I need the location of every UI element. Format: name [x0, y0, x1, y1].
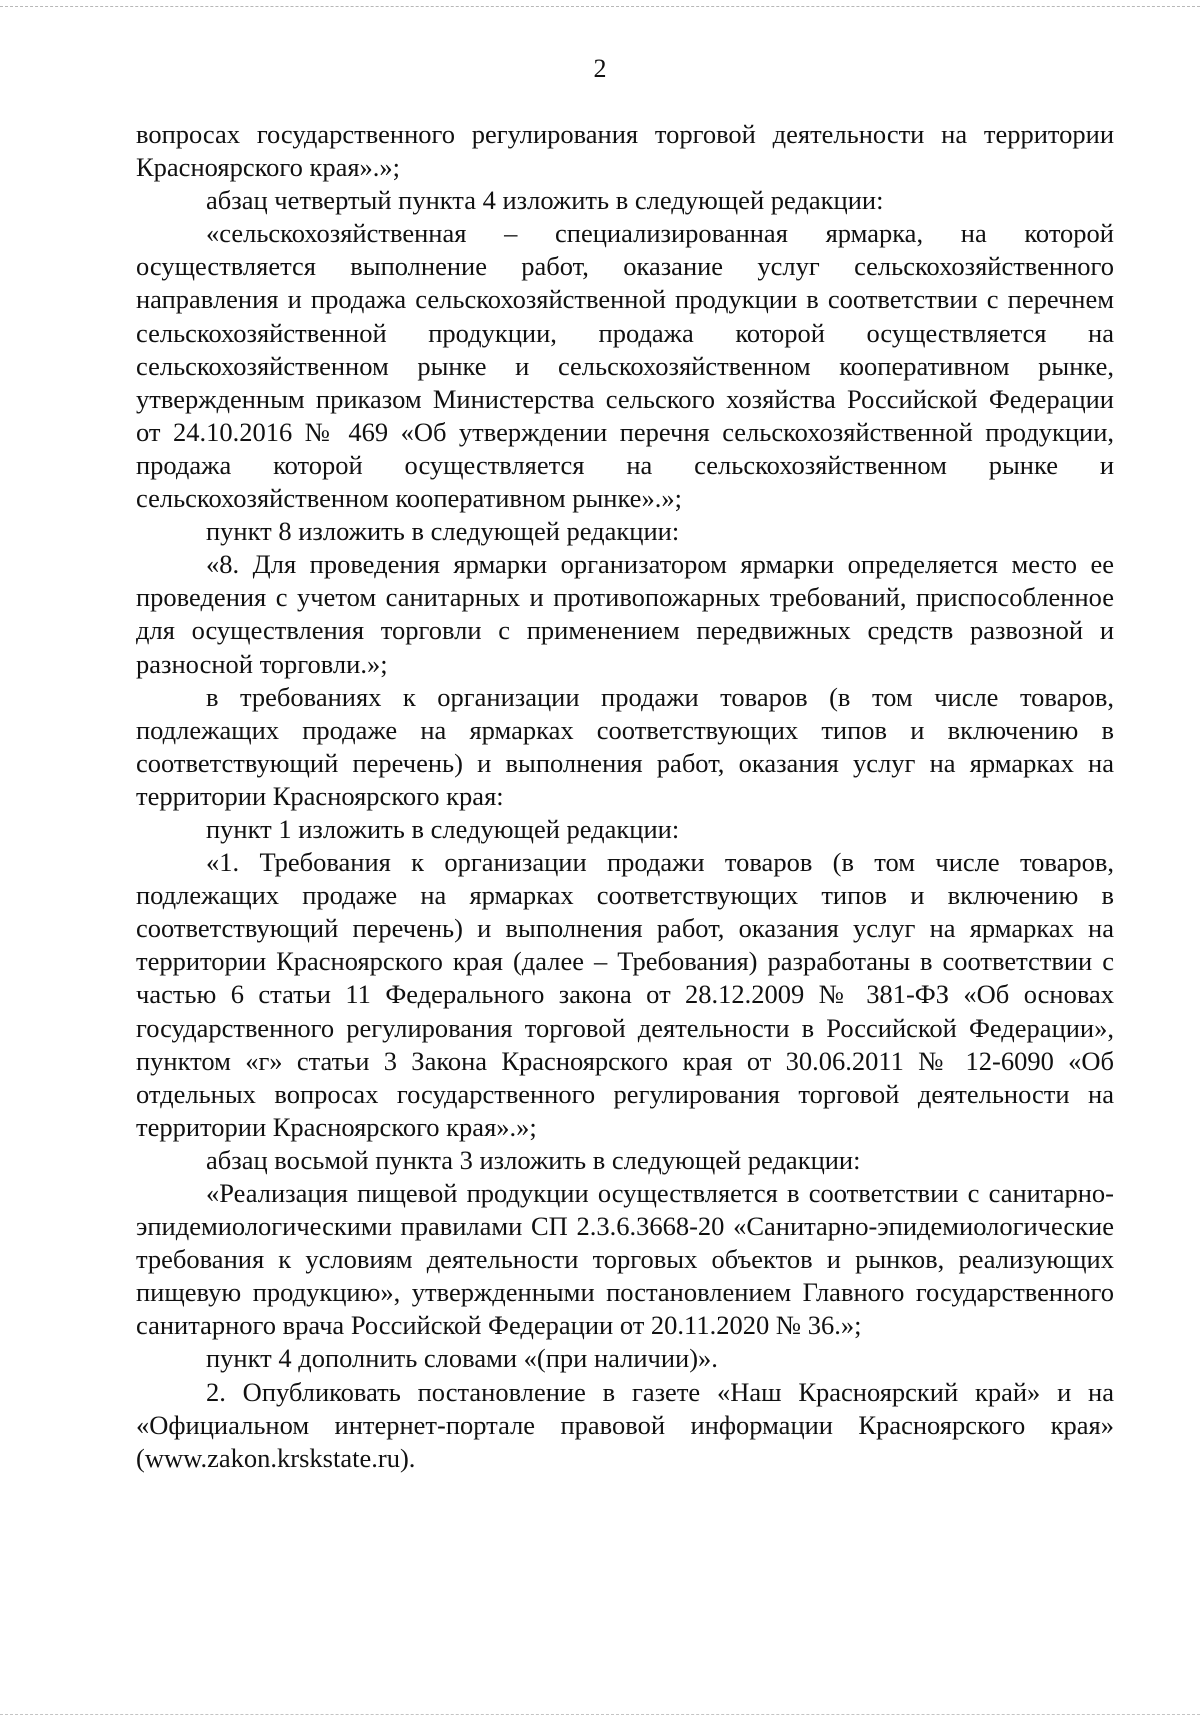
- paragraph-3: «сельскохозяйственная – специализированная ярмарка, на которой осуществляется выполнение работ, оказание услуг сельскохозяйственного направления и продажа сельскохозяйственной продукции в соответствии с перечнем сельскохозяйственной продукции, продажа которой осуществляется на сельскохозяйственном рынке и сельскохозяйственном кооперативном рынке, утвержденным приказом Министерства сельского хозяйства Российской Федерации от 24.10.2016 № 469 «Об утверждении перечня сельскохозяйственной продукции, продажа которой осуществляется на сельскохозяйственном рынке и сельскохозяйственном кооперативном рынке».»;: [136, 218, 1114, 514]
- paragraph-8: «1. Требования к организации продажи товаров (в том числе товаров, подлежащих продаже на ярмарках соответствующих типов и включению в соответствующий перечень) и выполнения работ, оказания услуг на ярмарках на территории Красноярского края (далее – Требования) разработаны в соответствии с частью 6 статьи 11 Федерального закона от 28.12.2009 № 381-ФЗ «Об основах государственного регулирования торговой деятельности в Российской Федерации», пунктом «г» статьи 3 Закона Красноярского края от 30.06.2011 № 12-6090 «Об отдельных вопросах государственного регулирования торговой деятельности на территории Красноярского края».»;: [136, 847, 1114, 1142]
- paragraph-10: «Реализация пищевой продукции осуществляется в соответствии с санитарно-эпидемиологическими правилами СП 2.3.6.3668-20 «Санитарно-эпидемиологические требования к условиям деятельности торговых объектов и рынков, реализующих пищевую продукцию», утвержденными постановлением Главного государственного санитарного врача Российской Федерации от 20.11.2020 № 36.»;: [136, 1178, 1114, 1341]
- scan-top-edge: [0, 6, 1200, 7]
- document-body: [136, 118, 1114, 1475]
- paragraph-4: пункт 8 изложить в следующей редакции:: [206, 516, 680, 547]
- scan-bottom-edge: [0, 1714, 1200, 1715]
- paragraph-2: абзац четвертый пункта 4 изложить в следующей редакции:: [206, 185, 884, 216]
- paragraph-12: 2. Опубликовать постановление в газете «Наш Красноярский край» и на «Официальном интернет-портале правовой информации Красноярского края» (www.zakon.krskstate.ru).: [136, 1376, 1114, 1473]
- page-number: 2: [593, 54, 607, 83]
- paragraph-5: «8. Для проведения ярмарки организатором ярмарки определяется место ее проведения с учетом санитарных и противопожарных требований, приспособленное для осуществления торговли с применением передвижных средств развозной и разносной торговли.»;: [136, 549, 1114, 679]
- paragraph-11: пункт 4 дополнить словами «(при наличии)».: [206, 1343, 718, 1374]
- paragraph-1: вопросах государственного регулирования торговой деятельности на территории Красноярского края».»;: [136, 119, 1114, 183]
- paragraph-7: пункт 1 изложить в следующей редакции:: [206, 813, 680, 844]
- paragraph-6: в требованиях к организации продажи товаров (в том числе товаров, подлежащих продаже на ярмарках соответствующих типов и включению в соответствующий перечень) и выполнения работ, оказания услуг на ярмарках на территории Красноярского края:: [136, 681, 1114, 811]
- paragraph-9: абзац восьмой пункта 3 изложить в следующей редакции:: [206, 1144, 861, 1175]
